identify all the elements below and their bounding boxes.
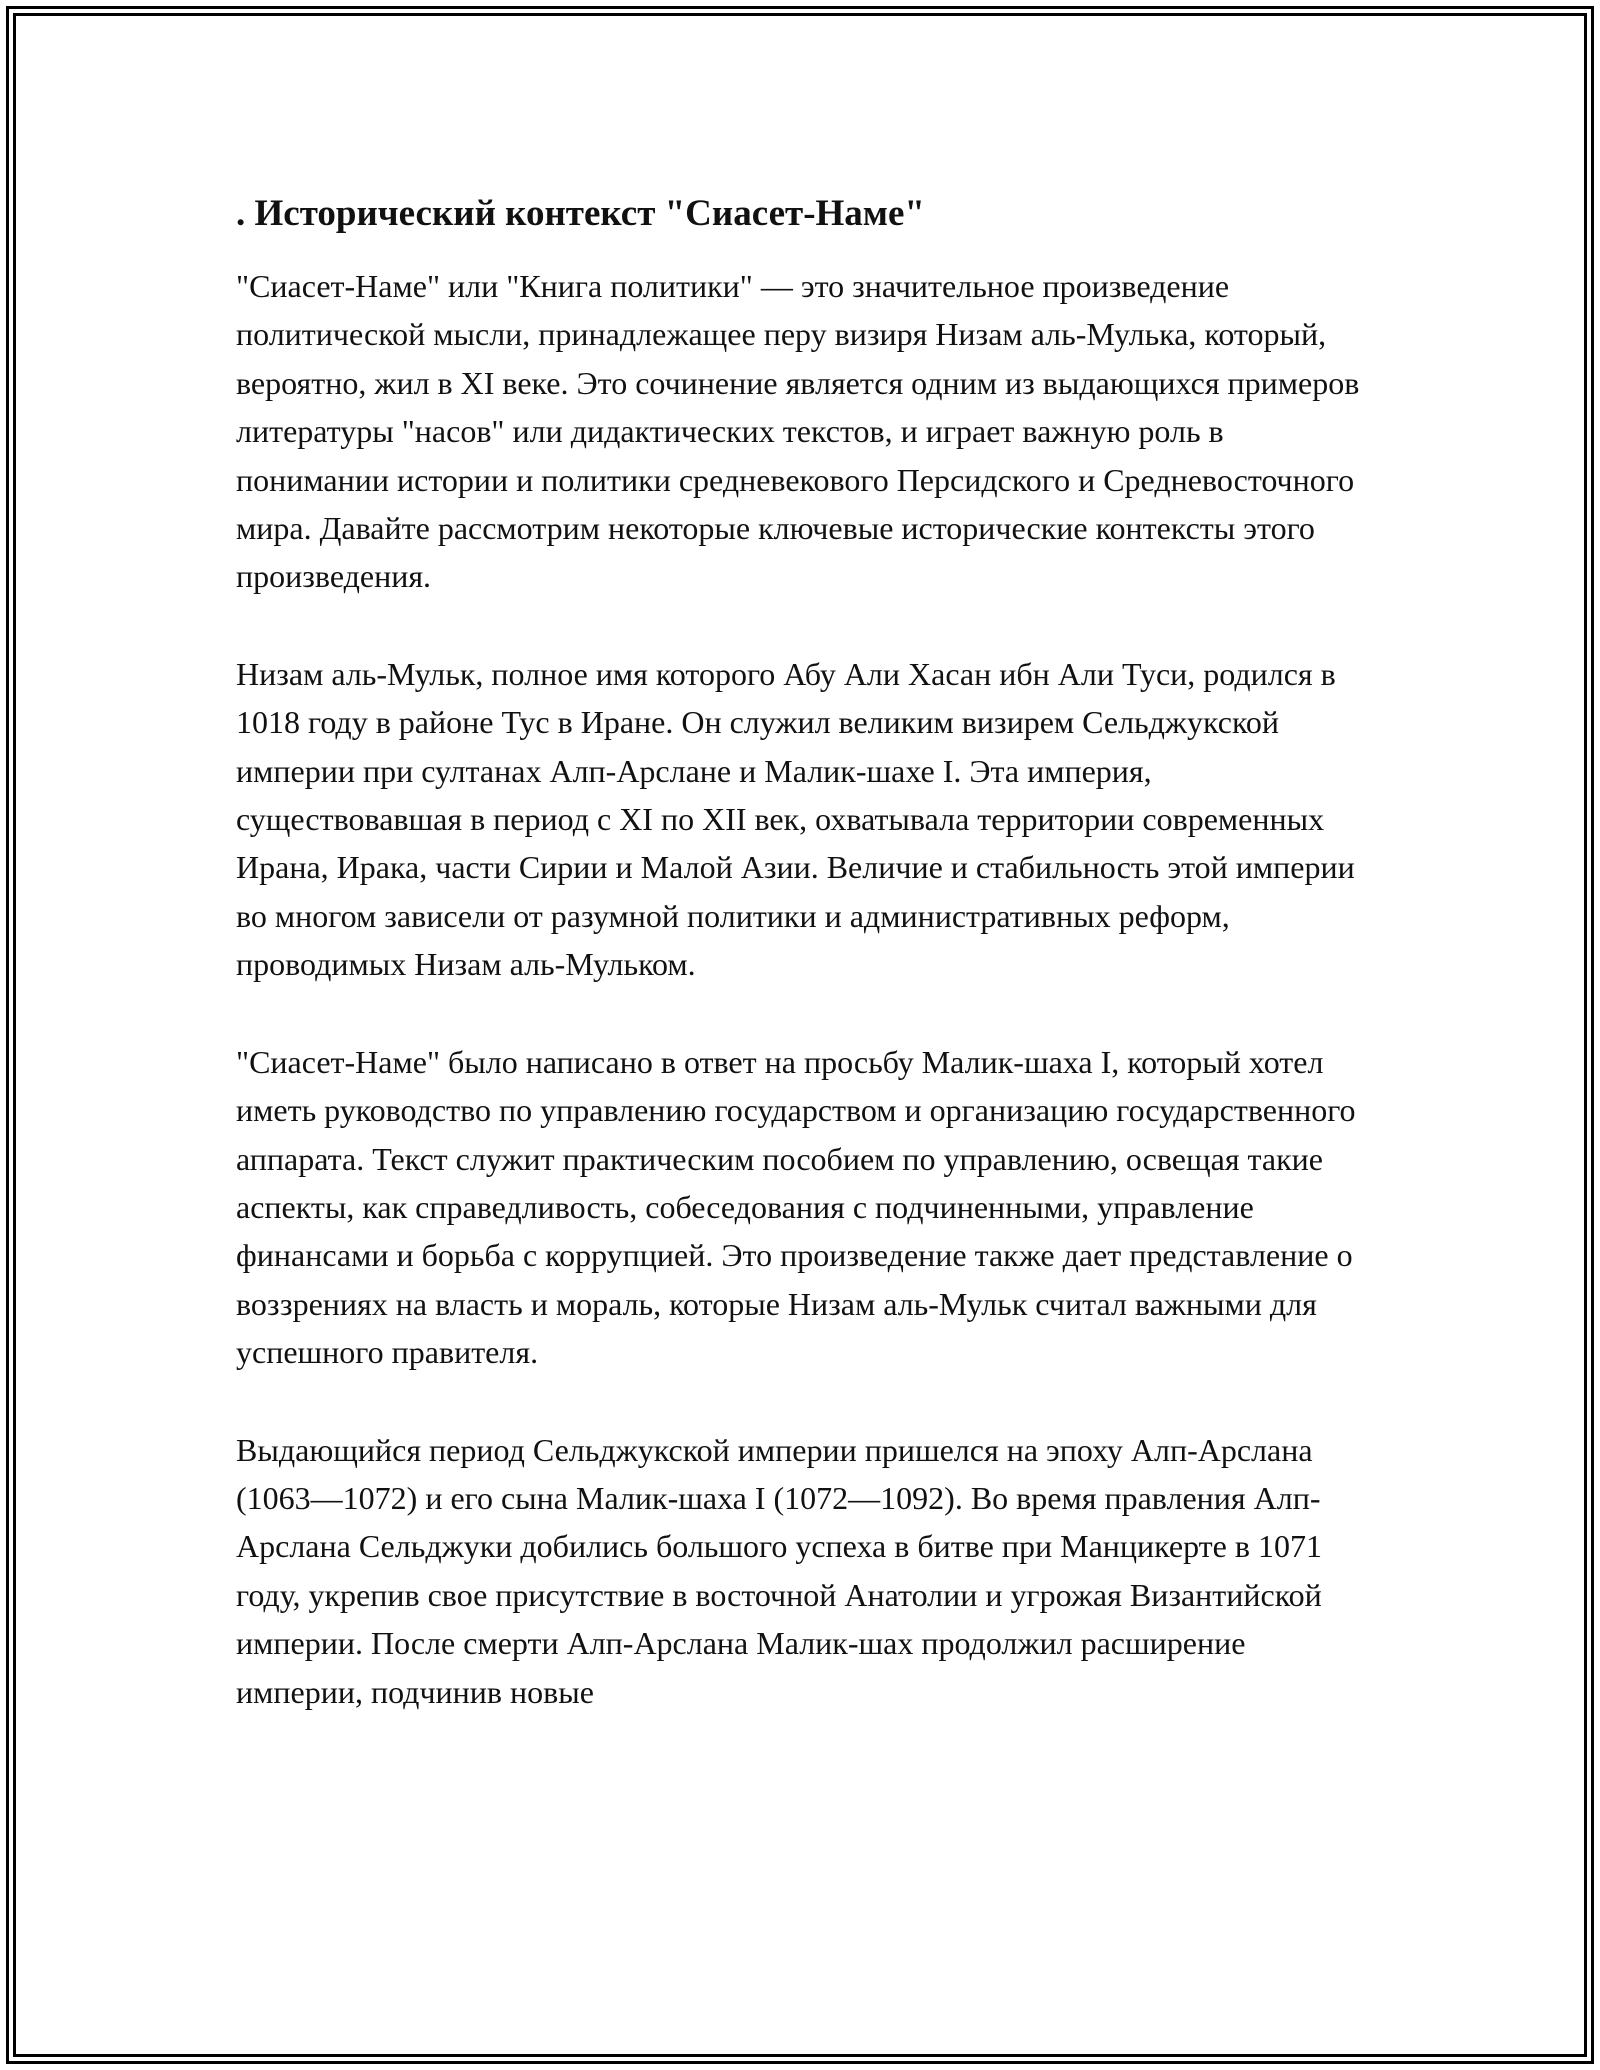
paragraph-intro: "Сиасет-Наме" или "Книга политики" — это значительное произведение политической мысли, принадлежащее перу визиря Низам аль-Мулька, который, вероятно, жил в XI веке. Это сочинение является одним из выдающихся примеров литературы "насов" или дидактических текстов, и играет важную роль в понимании истории и политики средневекового Персидского и Средневосточного мира. Давайте рассмотрим некоторые ключевые исторические контексты этого произведения. (236, 268, 1360, 595)
document-body (236, 188, 1366, 1765)
paragraph-seljuk-period: Выдающийся период Сельджукской империи пришелся на эпоху Алп-Арслана (1063—1072) и его сына Малик-шаха I (1072—1092). Во время правления Алп-Арслана Сельджуки добились большого успеха в битве при Манцикерте в 1071 году, укрепив свое присутствие в восточной Анатолии и угрожая Византийской империи. После смерти Алп-Арслана Малик-шах продолжил расширение империи, подчинив новые (236, 1431, 1322, 1710)
section-heading: . Исторический контекст "Сиасет-Наме" (236, 193, 925, 234)
paragraph-nizam-biography: Низам аль-Мульк, полное имя которого Абу Али Хасан ибн Али Туси, родился в 1018 году в районе Тус в Иране. Он служил великим визирем Сельджукской империи при султанах Алп-Арслане и Малик-шахе I. Эта империя, существовавшая в период с XI по XII век, охватывала территории современных Ирана, Ирака, части Сирии и Малой Азии. Величие и стабильность этой империи во многом зависели от разумной политики и административных реформ, проводимых Низам аль-Мульком. (236, 655, 1355, 983)
paragraph-siyasatnama-purpose: "Сиасет-Наме" было написано в ответ на просьбу Малик-шаха I, который хотел иметь руководство по управлению государством и организацию государственного аппарата. Текст служит практическим пособием по управлению, освещая такие аспекты, как справедливость, собеседования с подчиненными, управление финансами и борьба с коррупцией. Это произведение также дает представление о воззрениях на власть и мораль, которые Низам аль-Мульк считал важными для успешного правителя. (236, 1043, 1356, 1371)
